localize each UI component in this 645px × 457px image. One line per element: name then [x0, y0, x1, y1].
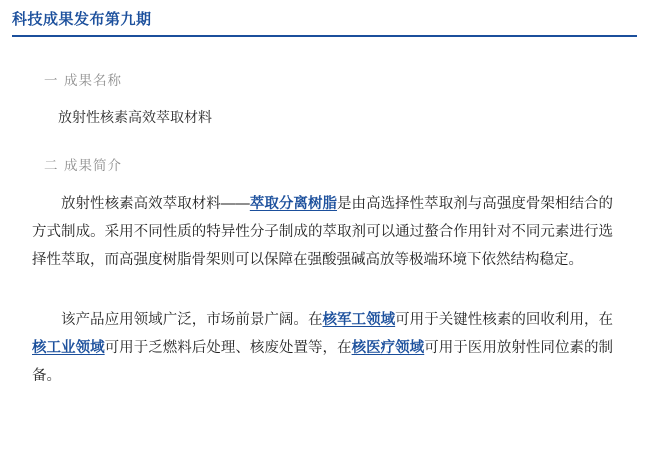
section-label: 成果简介: [64, 158, 122, 173]
paragraph-text: 放射性核素高效萃取材料——: [61, 196, 250, 212]
keyword-nuclear-industry: 核工业领域: [32, 340, 105, 356]
intro-paragraph-1: [30, 190, 615, 274]
achievement-name-value: 放射性核素高效萃取材料: [58, 109, 212, 125]
intro-paragraph-2: [30, 306, 615, 390]
keyword-nuclear-military: 核军工领域: [322, 312, 396, 328]
paragraph-text: 可用于医用放射性同位素的制备。: [32, 340, 614, 384]
section-heading-intro: [30, 154, 615, 174]
paragraph-text: 可用于乏燃料后处理、核废处置等，在: [104, 340, 352, 356]
section-number: 一: [44, 73, 58, 88]
document-header: [0, 10, 645, 43]
paragraph-text: 是由高选择性萃取剂与高强度骨架相结合的方式制成。采用不同性质的特异性分子制成的萃取剂可以通过螯合作用针对不同元素进行选择性萃取，而高强度树脂骨架则可以保障在强酸强碱高放等极端环境下依然结构稳定。: [32, 196, 614, 268]
header-divider: [12, 35, 637, 37]
keyword-extraction-resin: 萃取分离树脂: [249, 196, 338, 212]
section-number: 二: [44, 158, 58, 173]
section-heading-name: [30, 69, 615, 89]
section-label: 成果名称: [64, 73, 122, 88]
page-title: 科技成果发布第九期: [12, 11, 152, 28]
keyword-nuclear-medicine: 核医疗领域: [351, 340, 425, 356]
document-page: [0, 10, 645, 457]
paragraph-text: 该产品应用领域广泛，市场前景广阔。在: [61, 312, 323, 328]
paragraph-text: 可用于关键性核素的回收利用，在: [395, 312, 614, 328]
document-body: [0, 69, 645, 390]
